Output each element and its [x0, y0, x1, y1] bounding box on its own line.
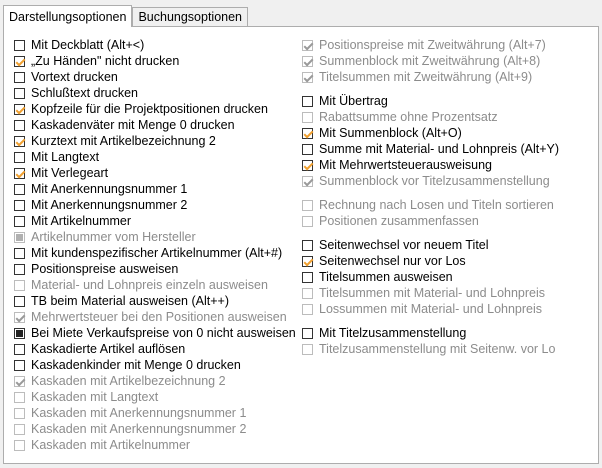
checkbox-indeterminate-icon	[14, 232, 25, 243]
checkbox-row-summe-mit-material-und-lohnpreis-alt-y[interactable]	[302, 141, 559, 157]
checkbox-label: Kaskaden mit Anerkennungsnummer 2	[31, 422, 247, 436]
checkbox-row-mehrwertsteuer-bei-den-positionen-auswei	[14, 309, 287, 325]
checkbox-row-mit-mehrwertsteuerausweisung[interactable]	[302, 157, 492, 173]
checkbox-row-mit-kundenspezifischer-artikelnummer-alt[interactable]	[14, 245, 282, 261]
checkbox-row-seitenwechsel-nur-vor-los[interactable]	[302, 253, 466, 269]
checkbox-empty-icon[interactable]	[14, 248, 25, 259]
checkbox-label: Kaskaden mit Artikelbezeichnung 2	[31, 374, 226, 388]
checkbox-empty-icon[interactable]	[14, 200, 25, 211]
checkbox-label: Titelsummen mit Zweitwährung (Alt+9)	[319, 70, 533, 84]
checkbox-row-bei-miete-verkaufspreise-von-0-nicht-aus[interactable]	[14, 325, 296, 341]
checkbox-indeterminate-icon[interactable]	[14, 328, 25, 339]
checkbox-label: Artikelnummer vom Hersteller	[31, 230, 196, 244]
checkbox-row-tb-beim-material-ausweisen-alt[interactable]	[14, 293, 229, 309]
checkbox-label: Mit Artikelnummer	[31, 214, 132, 228]
checkbox-label: Mit Langtext	[31, 150, 100, 164]
checkbox-label: „Zu Händen" nicht drucken	[31, 54, 180, 68]
checkbox-empty-icon	[302, 200, 313, 211]
checkbox-checked-icon	[302, 56, 313, 67]
checkbox-label: Mit Verlegeart	[31, 166, 109, 180]
checkbox-empty-icon	[302, 216, 313, 227]
checkbox-checked-icon	[14, 312, 25, 323]
checkbox-row-titelsummen-mit-zweitwahrung-alt-9	[302, 69, 532, 85]
checkbox-checked-icon[interactable]	[302, 160, 313, 171]
checkbox-label: Schlußtext drucken	[31, 86, 138, 100]
checkbox-empty-icon[interactable]	[302, 144, 313, 155]
checkbox-empty-icon	[302, 304, 313, 315]
checkbox-row-summenblock-mit-zweitwahrung-alt-8	[302, 53, 540, 69]
checkbox-row-kaskadenkinder-mit-menge-0-drucken[interactable]	[14, 357, 241, 373]
checkbox-label: Titelsummen mit Material- und Lohnpreis	[319, 286, 546, 300]
checkbox-row-zu-handen-nicht-drucken[interactable]	[14, 53, 179, 69]
checkbox-row-kaskaden-mit-langtext	[14, 389, 158, 405]
checkbox-row-kaskaden-mit-artikelnummer	[14, 437, 190, 453]
checkbox-row-kaskaden-mit-artikelbezeichnung-2	[14, 373, 226, 389]
checkbox-label: Kaskadenväter mit Menge 0 drucken	[31, 118, 235, 132]
checkbox-row-mit-deckblatt-alt[interactable]	[14, 37, 144, 53]
checkbox-label: Vortext drucken	[31, 70, 118, 84]
checkbox-row-vortext-drucken[interactable]	[14, 69, 118, 85]
checkbox-row-mit-langtext[interactable]	[14, 149, 99, 165]
checkbox-row-kaskaden-mit-anerkennungsnummer-2	[14, 421, 246, 437]
checkbox-label: Kurztext mit Artikelbezeichnung 2	[31, 134, 216, 148]
checkbox-label: Rabattsumme ohne Prozentsatz	[319, 110, 498, 124]
checkbox-row-kurztext-mit-artikelbezeichnung-2[interactable]	[14, 133, 216, 149]
checkbox-row-rechnung-nach-losen-und-titeln-sortieren	[302, 197, 554, 213]
checkbox-empty-icon[interactable]	[302, 328, 313, 339]
checkbox-label: Mit Deckblatt (Alt+<)	[31, 38, 145, 52]
tab-darstellungsoptionen[interactable]: Darstellungsoptionen	[3, 5, 132, 27]
checkbox-label: Seitenwechsel vor neuem Titel	[319, 238, 489, 252]
checkbox-label: Kaskadenkinder mit Menge 0 drucken	[31, 358, 241, 372]
checkbox-row-kaskadierte-artikel-auflosen[interactable]	[14, 341, 185, 357]
checkbox-checked-icon[interactable]	[302, 128, 313, 139]
checkbox-row-mit-verlegeart[interactable]	[14, 165, 108, 181]
checkbox-checked-icon[interactable]	[302, 256, 313, 267]
checkbox-checked-icon	[302, 176, 313, 187]
checkbox-label: Mit Anerkennungsnummer 2	[31, 198, 188, 212]
checkbox-empty-icon	[14, 392, 25, 403]
tab-buchungsoptionen[interactable]: Buchungsoptionen	[132, 7, 248, 26]
checkbox-checked-icon	[302, 72, 313, 83]
checkbox-row-seitenwechsel-vor-neuem-titel[interactable]	[302, 237, 489, 253]
checkbox-row-positionen-zusammenfassen	[302, 213, 479, 229]
checkbox-row-summenblock-vor-titelzusammenstellung	[302, 173, 550, 189]
checkbox-checked-icon[interactable]	[14, 104, 25, 115]
checkbox-row-rabattsumme-ohne-prozentsatz	[302, 109, 498, 125]
checkbox-label: Lossummen mit Material- und Lohnpreis	[319, 302, 543, 316]
checkbox-row-mit-summenblock-alt-o[interactable]	[302, 125, 462, 141]
checkbox-label: Seitenwechsel nur vor Los	[319, 254, 466, 268]
checkbox-row-mit-ubertrag[interactable]	[302, 93, 388, 109]
checkbox-checked-icon[interactable]	[14, 168, 25, 179]
checkbox-label: Summe mit Material- und Lohnpreis (Alt+Y)	[319, 142, 560, 156]
checkbox-row-lossummen-mit-material-und-lohnpreis	[302, 301, 542, 317]
checkbox-row-kaskaden-mit-anerkennungsnummer-1	[14, 405, 246, 421]
checkbox-label: Mit Anerkennungsnummer 1	[31, 182, 188, 196]
checkbox-label: Kopfzeile für die Projektpositionen drucken	[31, 102, 268, 116]
checkbox-empty-icon	[14, 280, 25, 291]
tab-strip	[3, 4, 248, 26]
checkbox-row-titelsummen-ausweisen[interactable]	[302, 269, 453, 285]
checkbox-label: Titelsummen ausweisen	[319, 270, 453, 284]
checkbox-row-artikelnummer-vom-hersteller	[14, 229, 196, 245]
checkbox-empty-icon	[302, 112, 313, 123]
checkbox-label: Kaskaden mit Artikelnummer	[31, 438, 191, 452]
checkbox-label: Material- und Lohnpreis einzeln ausweisen	[31, 278, 268, 292]
checkbox-label: Titelzusammenstellung mit Seitenw. vor Lo	[319, 342, 556, 356]
checkbox-empty-icon	[14, 424, 25, 435]
checkbox-label: TB beim Material ausweisen (Alt++)	[31, 294, 229, 308]
checkbox-checked-icon	[302, 40, 313, 51]
checkbox-row-mit-titelzusammenstellung[interactable]	[302, 325, 466, 341]
checkbox-empty-icon[interactable]	[14, 296, 25, 307]
checkbox-row-positionspreise-mit-zweitwahrung-alt-7	[302, 37, 546, 53]
checkbox-label: Positionspreise ausweisen	[31, 262, 179, 276]
checkbox-empty-icon[interactable]	[14, 216, 25, 227]
checkbox-row-positionspreise-ausweisen[interactable]	[14, 261, 178, 277]
checkbox-empty-icon[interactable]	[14, 344, 25, 355]
checkbox-empty-icon[interactable]	[302, 240, 313, 251]
checkbox-label: Mit Übertrag	[319, 94, 388, 108]
checkbox-label: Positionen zusammenfassen	[319, 214, 479, 228]
checkbox-empty-icon[interactable]	[14, 264, 25, 275]
checkbox-label: Mit kundenspezifischer Artikelnummer (Alt+#)	[31, 246, 283, 260]
checkbox-empty-icon	[14, 408, 25, 419]
checkbox-label: Mit Titelzusammenstellung	[319, 326, 467, 340]
checkbox-label: Rechnung nach Losen und Titeln sortieren	[319, 198, 554, 212]
checkbox-empty-icon	[302, 288, 313, 299]
checkbox-row-kopfzeile-fur-die-projektpositionen-druc[interactable]	[14, 101, 268, 117]
checkbox-checked-icon	[14, 376, 25, 387]
checkbox-empty-icon[interactable]	[302, 96, 313, 107]
checkbox-label: Kaskaden mit Anerkennungsnummer 1	[31, 406, 247, 420]
checkbox-empty-icon[interactable]	[14, 120, 25, 131]
checkbox-label: Mit Mehrwertsteuerausweisung	[319, 158, 492, 172]
checkbox-empty-icon[interactable]	[302, 272, 313, 283]
checkbox-label: Summenblock mit Zweitwährung (Alt+8)	[319, 54, 541, 68]
checkbox-label: Kaskadierte Artikel auflösen	[31, 342, 186, 356]
checkbox-empty-icon	[14, 440, 25, 451]
checkbox-label: Mehrwertsteuer bei den Positionen ausweisen	[31, 310, 287, 324]
checkbox-row-mit-anerkennungsnummer-2[interactable]	[14, 197, 187, 213]
checkbox-empty-icon	[302, 344, 313, 355]
checkbox-empty-icon[interactable]	[14, 72, 25, 83]
checkbox-row-mit-anerkennungsnummer-1[interactable]	[14, 181, 187, 197]
checkbox-empty-icon[interactable]	[14, 184, 25, 195]
options-panel	[3, 26, 599, 464]
checkbox-row-titelzusammenstellung-mit-seitenw-vor-lo	[302, 341, 555, 357]
checkbox-row-kaskadenvater-mit-menge-0-drucken[interactable]	[14, 117, 235, 133]
checkbox-empty-icon[interactable]	[14, 40, 25, 51]
checkbox-checked-icon[interactable]	[14, 136, 25, 147]
checkbox-checked-icon[interactable]	[14, 56, 25, 67]
checkbox-label: Kaskaden mit Langtext	[31, 390, 159, 404]
checkbox-row-material-und-lohnpreis-einzeln-ausweisen	[14, 277, 268, 293]
checkbox-label: Positionspreise mit Zweitwährung (Alt+7)	[319, 38, 546, 52]
checkbox-row-schlu-text-drucken[interactable]	[14, 85, 138, 101]
checkbox-label: Summenblock vor Titelzusammenstellung	[319, 174, 550, 188]
checkbox-empty-icon[interactable]	[14, 360, 25, 371]
checkbox-empty-icon[interactable]	[14, 152, 25, 163]
checkbox-empty-icon[interactable]	[14, 88, 25, 99]
checkbox-row-mit-artikelnummer[interactable]	[14, 213, 131, 229]
checkbox-row-titelsummen-mit-material-und-lohnpreis	[302, 285, 545, 301]
checkbox-label: Mit Summenblock (Alt+O)	[319, 126, 462, 140]
checkbox-label: Bei Miete Verkaufspreise von 0 nicht ausweisen	[31, 326, 296, 340]
